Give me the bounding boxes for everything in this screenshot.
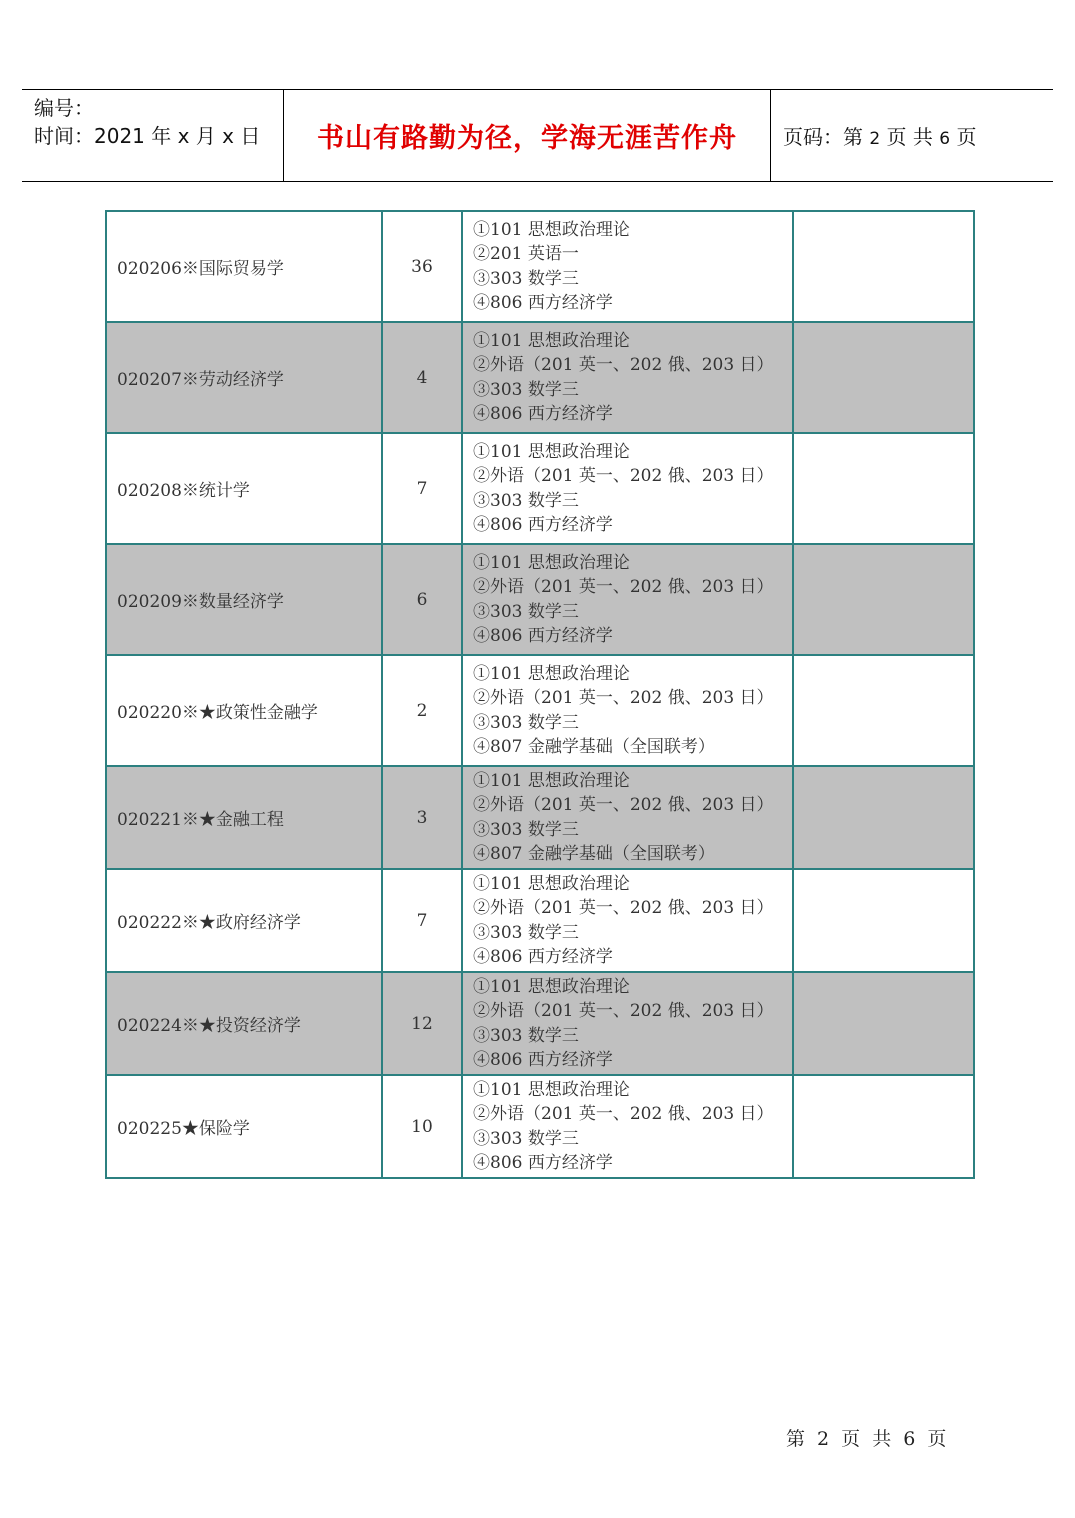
major-cell: 020208※统计学 <box>106 433 382 544</box>
majors-table-body <box>106 211 974 1178</box>
remarks-cell <box>793 972 974 1075</box>
exam-subject: ①101 思想政治理论 <box>473 441 630 462</box>
exam-subject: ③303 数学三 <box>473 601 579 622</box>
enrollment-count-cell: 6 <box>382 544 462 655</box>
exam-subject: ③303 数学三 <box>473 379 579 400</box>
table-row <box>106 766 974 869</box>
table-row <box>106 433 974 544</box>
exam-subject: ①101 思想政治理论 <box>473 552 630 573</box>
remarks-cell <box>793 766 974 869</box>
exam-subject: ②外语（201 英一、202 俄、203 日） <box>473 466 774 487</box>
exam-subject: ①101 思想政治理论 <box>473 976 630 997</box>
exam-subject: ①101 思想政治理论 <box>473 1079 630 1100</box>
majors-table <box>105 210 975 1179</box>
exam-subject: ④806 西方经济学 <box>473 625 613 646</box>
exam-subject: ①101 思想政治理论 <box>473 873 630 894</box>
major-cell: 020222※★政府经济学 <box>106 869 382 972</box>
header-left-cell <box>22 90 284 181</box>
exam-subject: ②外语（201 英一、202 俄、203 日） <box>473 688 774 709</box>
exam-subjects-cell <box>462 972 793 1075</box>
exam-subject: ③303 数学三 <box>473 1025 579 1046</box>
exam-subject: ③303 数学三 <box>473 712 579 733</box>
page-code-suffix: 页 <box>956 125 977 149</box>
major-cell: 020207※劳动经济学 <box>106 322 382 433</box>
enrollment-count-cell: 3 <box>382 766 462 869</box>
exam-subject: ①101 思想政治理论 <box>473 770 630 791</box>
exam-subject: ④806 西方经济学 <box>473 403 613 424</box>
table-row <box>106 1075 974 1178</box>
exam-subject: ①101 思想政治理论 <box>473 663 630 684</box>
page-footer: 第 2 页 共 6 页 <box>786 1428 947 1450</box>
exam-subject: ①101 思想政治理论 <box>473 219 630 240</box>
page-code-mid: 页 共 <box>886 125 933 149</box>
exam-subjects-cell <box>462 1075 793 1178</box>
exam-subjects-cell <box>462 869 793 972</box>
exam-subject: ③303 数学三 <box>473 268 579 289</box>
exam-subject: ④806 西方经济学 <box>473 1049 613 1070</box>
remarks-cell <box>793 211 974 322</box>
major-cell: 020209※数量经济学 <box>106 544 382 655</box>
exam-subject: ②201 英语一 <box>473 244 579 265</box>
remarks-cell <box>793 544 974 655</box>
remarks-cell <box>793 1075 974 1178</box>
enrollment-count-cell: 36 <box>382 211 462 322</box>
exam-subject: ②外语（201 英一、202 俄、203 日） <box>473 1104 774 1125</box>
number-label: 编号： <box>34 96 94 120</box>
page-header <box>22 89 1053 182</box>
exam-subject: ③303 数学三 <box>473 819 579 840</box>
remarks-cell <box>793 655 974 766</box>
exam-subject: ④806 西方经济学 <box>473 1152 613 1173</box>
enrollment-count-cell: 4 <box>382 322 462 433</box>
exam-subject: ④807 金融学基础（全国联考） <box>473 843 715 864</box>
page-code <box>783 121 976 150</box>
exam-subject: ④806 西方经济学 <box>473 946 613 967</box>
enrollment-count-cell: 12 <box>382 972 462 1075</box>
exam-subject: ②外语（201 英一、202 俄、203 日） <box>473 577 774 598</box>
table-row <box>106 211 974 322</box>
page-code-prefix: 页码：第 <box>783 125 863 149</box>
major-cell: 020221※★金融工程 <box>106 766 382 869</box>
page-code-total: 6 <box>939 129 951 149</box>
major-cell: 020224※★投资经济学 <box>106 972 382 1075</box>
exam-subject: ④806 西方经济学 <box>473 514 613 535</box>
exam-subject: ②外语（201 英一、202 俄、203 日） <box>473 355 774 376</box>
exam-subjects-cell <box>462 322 793 433</box>
exam-subject: ③303 数学三 <box>473 1128 579 1149</box>
time-label: 时间：2021 年 x 月 x 日 <box>34 124 261 148</box>
motto: 书山有路勤为径，学海无涯苦作舟 <box>317 123 737 154</box>
enrollment-count-cell: 7 <box>382 433 462 544</box>
major-cell: 020225★保险学 <box>106 1075 382 1178</box>
exam-subjects-cell <box>462 433 793 544</box>
exam-subject: ④807 金融学基础（全国联考） <box>473 736 715 757</box>
exam-subject: ②外语（201 英一、202 俄、203 日） <box>473 1001 774 1022</box>
remarks-cell <box>793 869 974 972</box>
exam-subject: ③303 数学三 <box>473 922 579 943</box>
major-cell: 020220※★政策性金融学 <box>106 655 382 766</box>
exam-subjects-cell <box>462 544 793 655</box>
header-middle-cell <box>284 90 771 181</box>
page-code-current: 2 <box>869 129 881 149</box>
exam-subjects-cell <box>462 655 793 766</box>
exam-subject: ②外语（201 英一、202 俄、203 日） <box>473 795 774 816</box>
major-cell: 020206※国际贸易学 <box>106 211 382 322</box>
enrollment-count-cell: 2 <box>382 655 462 766</box>
enrollment-count-cell: 10 <box>382 1075 462 1178</box>
table-row <box>106 655 974 766</box>
exam-subject: ③303 数学三 <box>473 490 579 511</box>
remarks-cell <box>793 322 974 433</box>
enrollment-count-cell: 7 <box>382 869 462 972</box>
exam-subject: ④806 西方经济学 <box>473 292 613 313</box>
exam-subject: ①101 思想政治理论 <box>473 330 630 351</box>
remarks-cell <box>793 433 974 544</box>
exam-subject: ②外语（201 英一、202 俄、203 日） <box>473 898 774 919</box>
header-right-cell <box>771 90 1053 181</box>
exam-subjects-cell <box>462 766 793 869</box>
table-row <box>106 544 974 655</box>
exam-subjects-cell <box>462 211 793 322</box>
table-row <box>106 322 974 433</box>
table-row <box>106 869 974 972</box>
table-row <box>106 972 974 1075</box>
